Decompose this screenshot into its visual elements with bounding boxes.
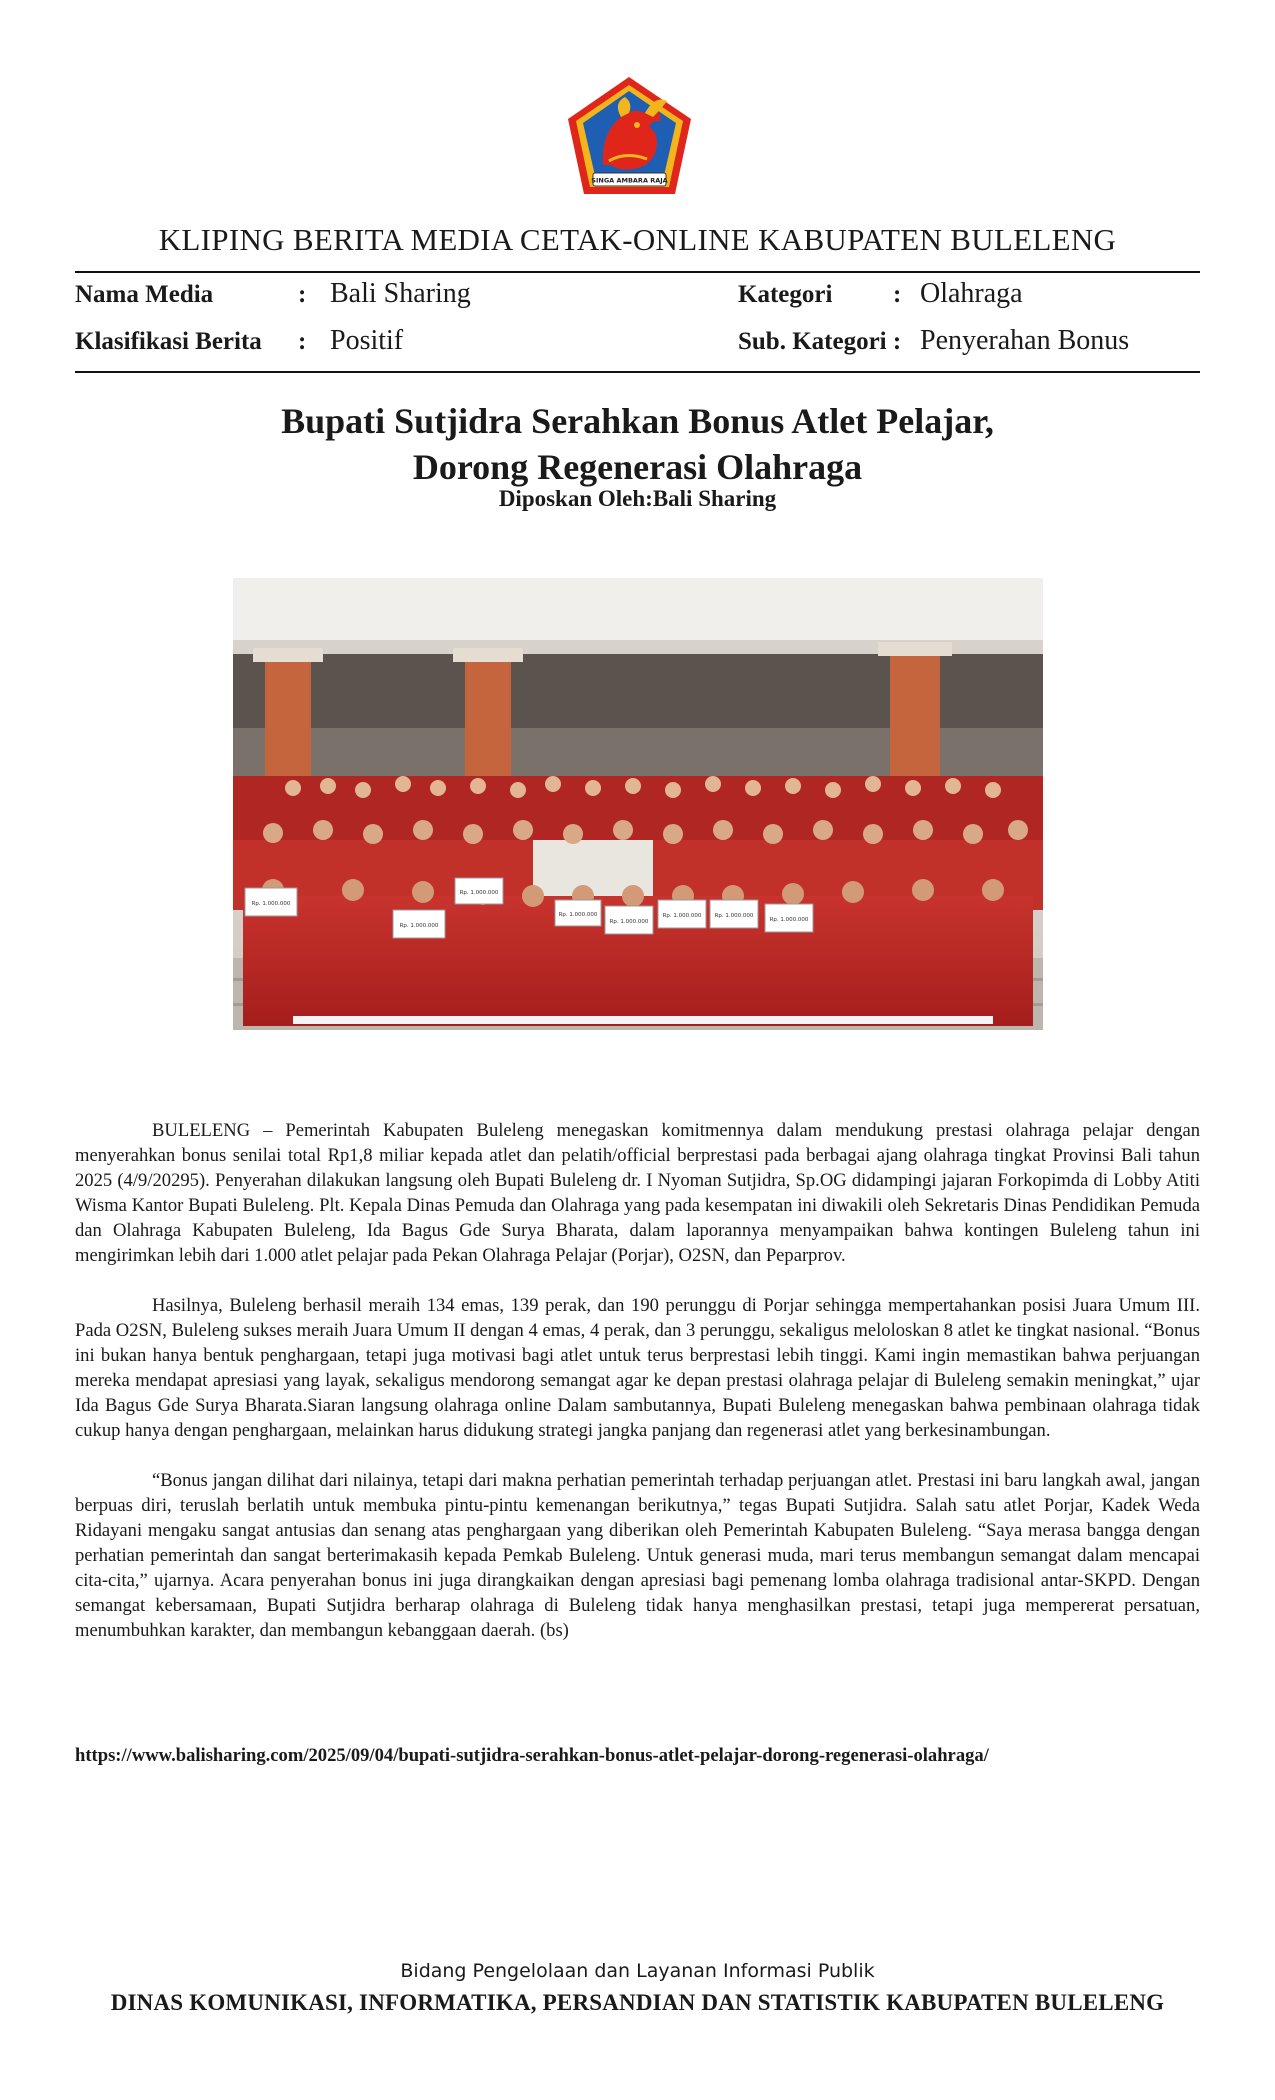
- cheque-label: Rp. 1.000.000: [459, 890, 499, 896]
- article-paragraph-3: “Bonus jangan dilihat dari nilainya, tetapi dari makna perhatian pemerintah terhadap perjuangan atlet. Prestasi ini baru langkah awal, jangan berpuas diri, teruslah berlatih untuk membuka pintu-pintu kemenangan berikutnya,” tegas Bupati Sutjidra. Salah satu atlet Porjar, Kadek Weda Ridayani mengaku sangat antusias dan senang atas penghargaan yang diberikan oleh Pemerintah Kabupaten Buleleng. “Saya merasa bangga dengan perhatian pemerintah dan sangat berterimakasih kepada Pemkab Buleleng. Untuk generasi muda, mari terus membangun semangat dalam mencapai cita-cita,” ujarnya. Acara penyerahan bonus ini juga dirangkaikan dengan apresiasi bagi pemenang lomba olahraga tradisional antar-SKPD. Dengan semangat kebersamaan, Bupati Sutjidra berharap olahraga di Buleleng tidak hanya menghasilkan prestasi, tetapi juga mempererat persatuan, menumbuhkan karakter, dan membangun kebanggaan daerah. (bs): [75, 1470, 1200, 1641]
- subcategory-value: Penyerahan Bonus: [920, 325, 1130, 356]
- media-colon: :: [298, 281, 307, 308]
- media-label: Nama Media: [75, 281, 214, 308]
- group-photo-icon: [233, 578, 1043, 1030]
- category-label: Kategori: [738, 281, 833, 308]
- article-byline: Diposkan Oleh:Bali Sharing: [498, 486, 777, 511]
- cheque-label: Rp. 1.000.000: [399, 923, 439, 929]
- classification-label: Klasifikasi Berita: [75, 328, 262, 355]
- cheque-label: Rp. 1.000.000: [769, 917, 809, 923]
- subcategory-label: Sub. Kategori :: [738, 328, 902, 355]
- footer-department: DINAS KOMUNIKASI, INFORMATIKA, PERSANDIAN DAN STATISTIK KABUPATEN BULELENG: [110, 1990, 1165, 2015]
- crest-motto: SINGA AMBARA RAJA: [591, 176, 668, 185]
- article-paragraph-2: Hasilnya, Buleleng berhasil meraih 134 emas, 139 perak, dan 190 perunggu di Porjar sehingga mempertahankan posisi Juara Umum III. Pada O2SN, Buleleng sukses meraih Juara Umum II dengan 4 emas, 4 perak, dan 3 perunggu, sekaligus meloloskan 8 atlet ke tingkat nasional. “Bonus ini bukan hanya bentuk penghargaan, tetapi juga motivasi bagi atlet untuk terus berprestasi lebih tinggi. Kami ingin memastikan bahwa perjuangan mereka mendapat apresiasi yang layak, sekaligus mendorong semangat agar ke depan prestasi olahraga pelajar di Buleleng semakin meningkat,” ujar Ida Bagus Gde Surya Bharata.Siaran langsung olahraga online Dalam sambutannya, Bupati Buleleng menegaskan bahwa pembinaan olahraga tidak cukup hanya dengan penghargaan, melainkan harus didukung strategi jangka panjang dan regenerasi atlet yang berkesinambungan.: [75, 1295, 1200, 1441]
- headline-line-1: Bupati Sutjidra Serahkan Bonus Atlet Pelajar,: [281, 401, 994, 441]
- article-body: [75, 1118, 1200, 1668]
- meta-divider: [75, 371, 1200, 373]
- classification-value: Positif: [330, 325, 404, 356]
- classification-colon: :: [298, 328, 307, 355]
- media-value: Bali Sharing: [330, 278, 471, 309]
- source-link[interactable]: https://www.balisharing.com/2025/09/04/bupati-sutjidra-serahkan-bonus-atlet-pelajar-dorong-regenerasi-olahraga/: [75, 1745, 989, 1766]
- page-title: KLIPING BERITA MEDIA CETAK-ONLINE KABUPATEN BULELENG: [158, 222, 1117, 257]
- cheque-label: Rp. 1.000.000: [251, 901, 291, 907]
- article-headline: [0, 398, 1275, 490]
- article-paragraph-1: BULELENG – Pemerintah Kabupaten Buleleng menegaskan komitmennya dalam mendukung prestasi olahraga pelajar dengan menyerahkan bonus senilai total Rp1,8 miliar kepada atlet dan pelatih/official berprestasi pada berbagai ajang olahraga tingkat Provinsi Bali tahun 2025 (4/9/20295). Penyerahan dilakukan langsung oleh Bupati Buleleng dr. I Nyoman Sutjidra, Sp.OG didampingi jajaran Forkopimda di Lobby Atiti Wisma Kantor Bupati Buleleng. Plt. Kepala Dinas Pemuda dan Olahraga yang pada kesempatan ini diwakili oleh Sekretaris Dinas Pendidikan Pemuda dan Olahraga Kabupaten Buleleng, Ida Bagus Gde Surya Bharata, dalam laporannya menyampaikan bahwa kontingen Buleleng tahun ini mengirimkan lebih dari 1.000 atlet pelajar pada Pekan Olahraga Pelajar (Porjar), O2SN, dan Peparprov.: [75, 1120, 1200, 1266]
- cheque-label: Rp. 1.000.000: [558, 912, 598, 918]
- headline-line-2: Dorong Regenerasi Olahraga: [412, 447, 863, 487]
- buleleng-regency-crest-icon: [563, 73, 696, 199]
- cheque-label: Rp. 1.000.000: [662, 913, 702, 919]
- cheque-label: Rp. 1.000.000: [714, 913, 754, 919]
- category-colon: :: [893, 281, 902, 308]
- cheque-label: Rp. 1.000.000: [609, 919, 649, 925]
- top-divider: [75, 271, 1200, 273]
- footer-unit: Bidang Pengelolaan dan Layanan Informasi Publik: [400, 1960, 875, 1982]
- category-value: Olahraga: [920, 278, 1023, 309]
